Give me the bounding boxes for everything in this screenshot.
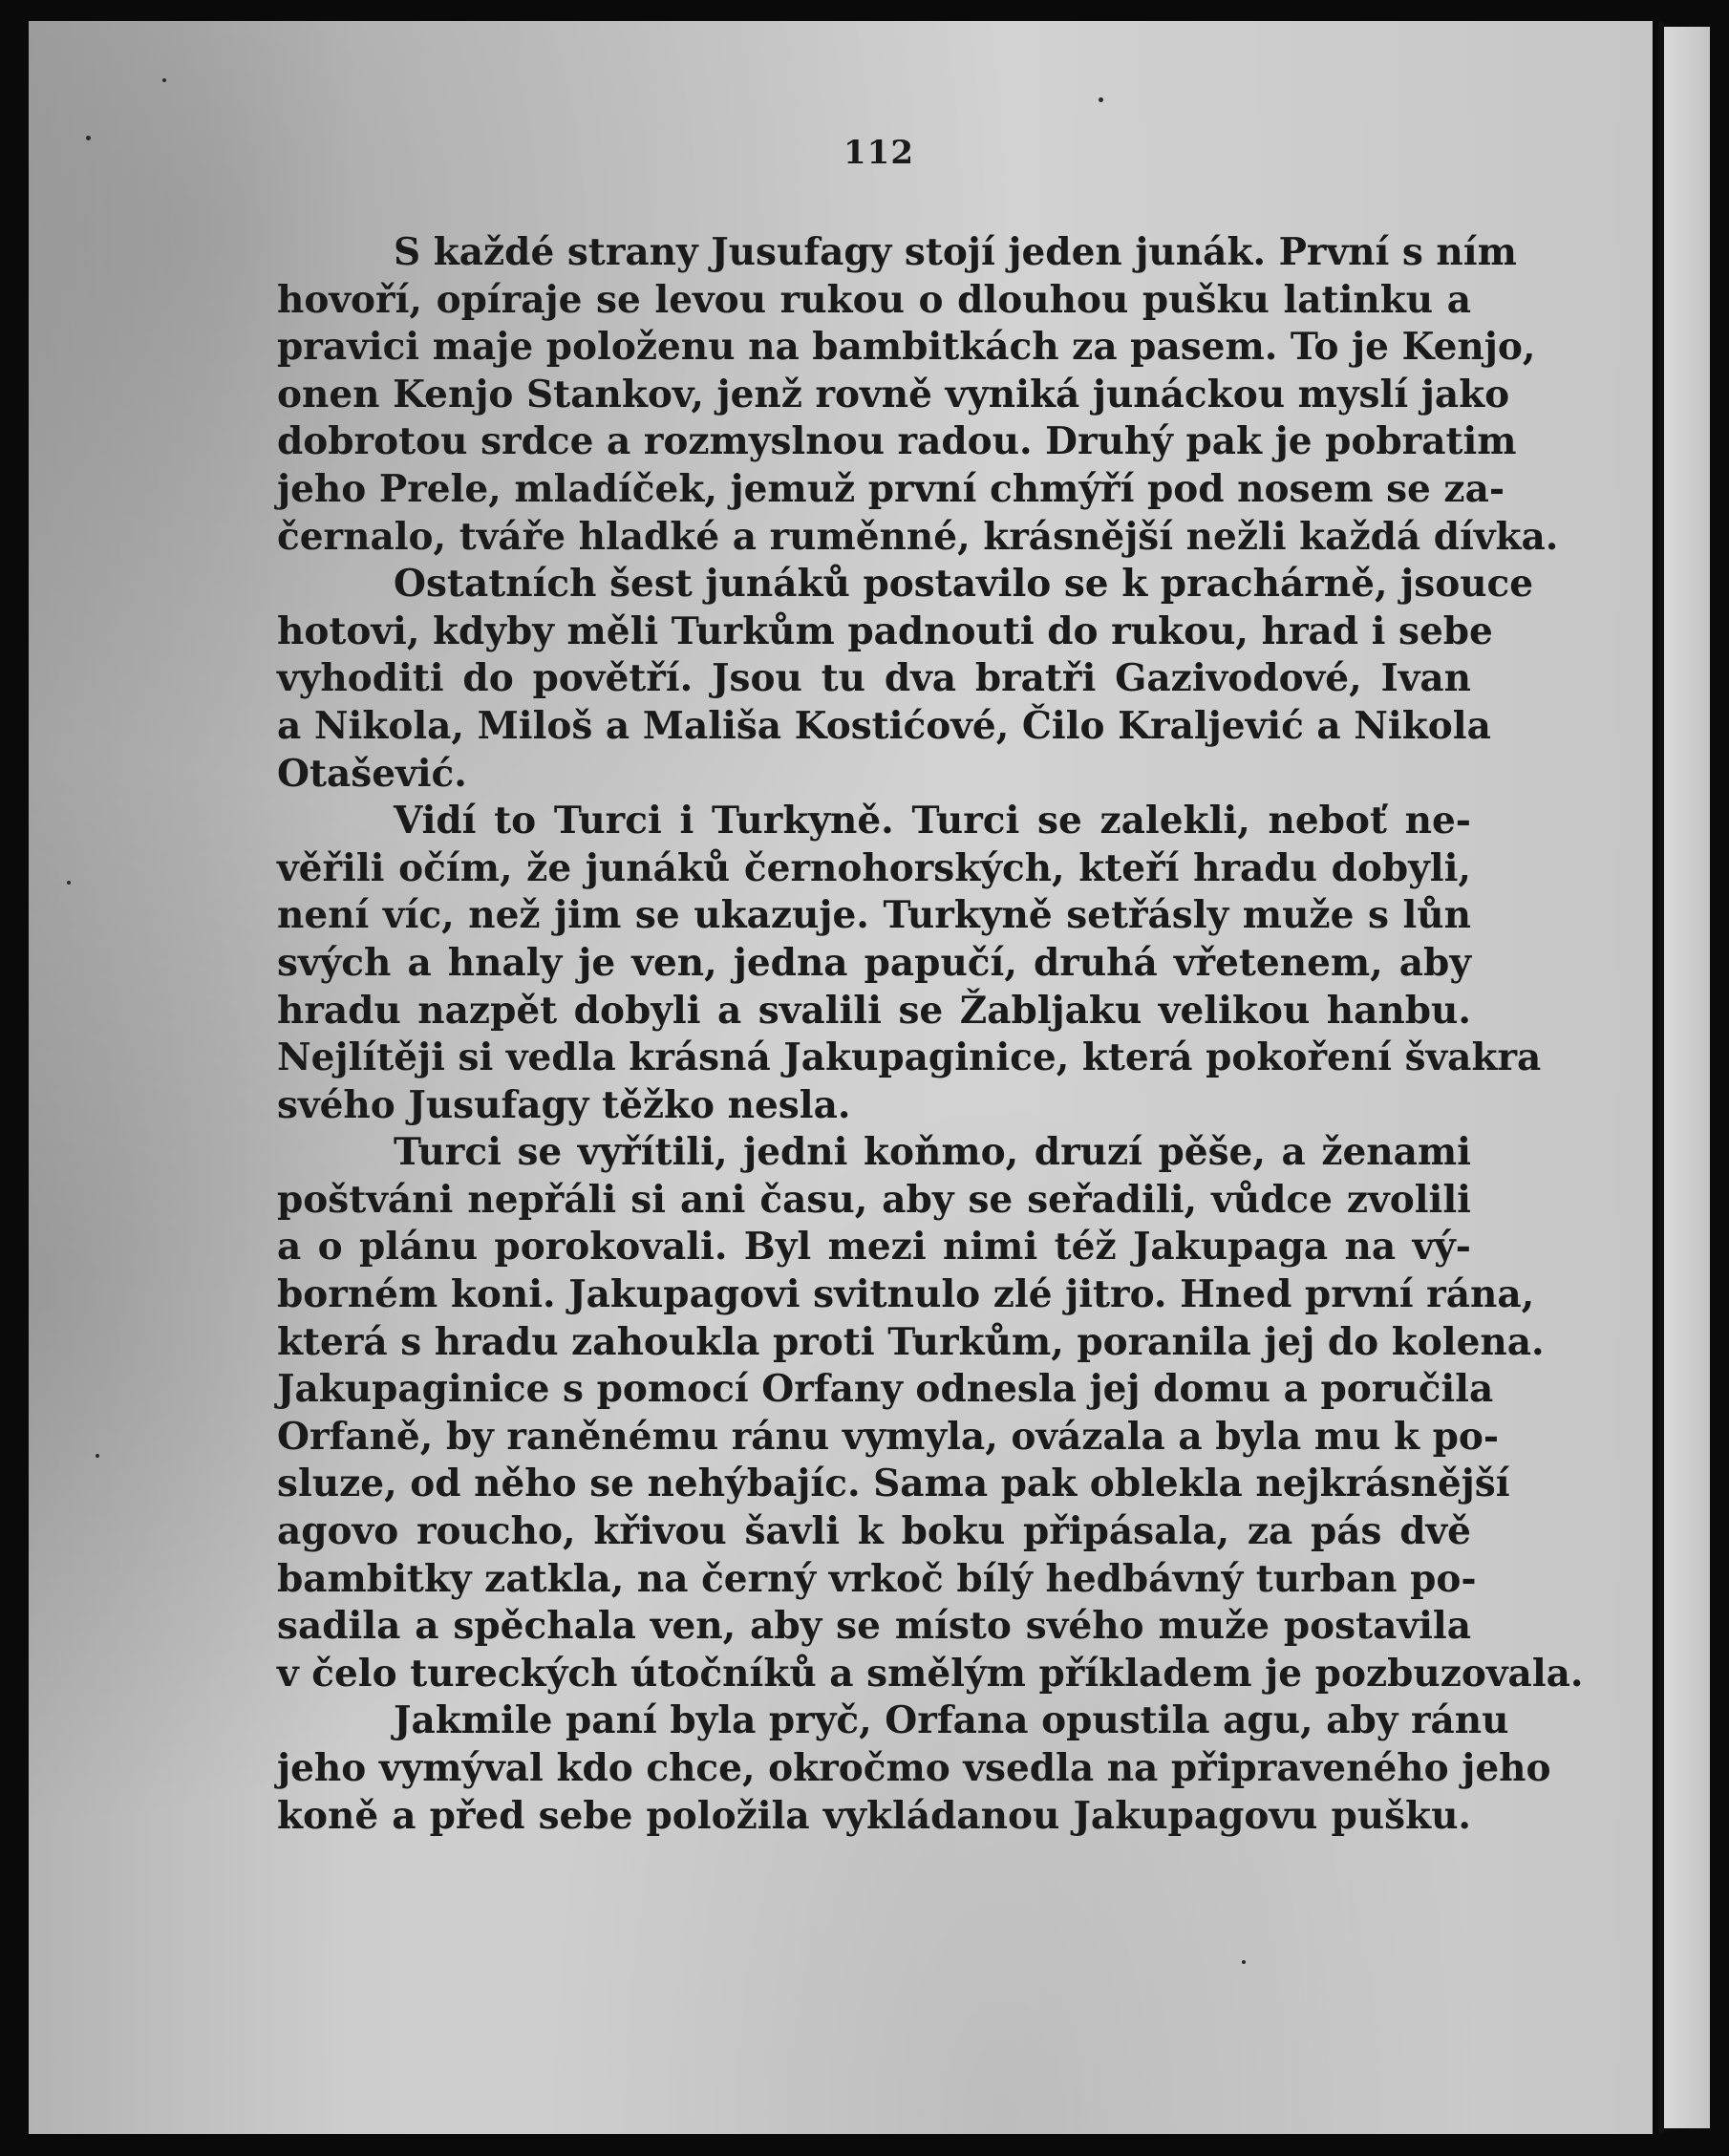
text-line: sadila a spěchala ven, aby se místo svého muže postavila — [277, 1604, 1471, 1649]
text-line: koně a před sebe položila vykládanou Jakupagovu pušku. — [277, 1793, 1471, 1838]
text-line: není víc, než jim se ukazuje. Turkyně setřásly muže s lůn — [277, 893, 1471, 938]
text-line: která s hradu zahoukla proti Turkům, poranila jej do kolena. — [277, 1319, 1545, 1364]
speck — [162, 78, 166, 82]
text-line: poštváni nepřáli si ani času, aby se seřadili, vůdce zvolili — [277, 1177, 1471, 1222]
text-line: vyhoditi do povětří. Jsou tu dva bratři Gazivodové, Ivan — [277, 656, 1471, 701]
text-line: hovoří, opíraje se levou rukou o dlouhou pušku latinku a — [277, 277, 1471, 322]
speck — [86, 136, 91, 140]
body-text — [277, 229, 1584, 1840]
text-line: dobrotou srdce a rozmyslnou radou. Druhý pak je pobratim — [277, 419, 1517, 464]
text-line: Jakmile paní byla pryč, Orfana opustila agu, aby ránu — [394, 1698, 1509, 1743]
adjacent-page-strip — [1664, 27, 1710, 2128]
text-line: a Nikola, Miloš a Mališa Kostićové, Čilo Kraljević a Nikola — [277, 703, 1491, 748]
speck — [1242, 1960, 1246, 1964]
text-line: svého Jusufagy těžko nesla. — [277, 1082, 851, 1127]
text-line: Orfaně, by raněnému ránu vymyla, ovázala a byla mu k po- — [277, 1414, 1500, 1459]
page-number: 112 — [843, 134, 914, 172]
text-line: Vidí to Turci i Turkyně. Turci se zalekli, neboť ne- — [394, 799, 1471, 843]
text-line: jeho vymýval kdo chce, okročmo vsedla na připraveného jeho — [277, 1746, 1551, 1790]
text-line: v čelo tureckých útočníků a smělým příkladem je pozbuzovala. — [277, 1651, 1584, 1696]
text-line: Turci se vyřítili, jedni koňmo, druzí pěše, a ženami — [394, 1130, 1471, 1175]
text-line: bambitky zatkla, na černý vrkoč bílý hedbávný turban po- — [277, 1556, 1477, 1601]
text-line: černalo, tváře hladké a ruměnné, krásnější nežli každá dívka. — [277, 514, 1559, 559]
text-line: hradu nazpět dobyli a svalili se Žabljaku velikou hanbu. — [277, 988, 1471, 1033]
speck — [67, 881, 71, 885]
text-line: onen Kenjo Stankov, jenž rovně vyniká junáckou myslí jako — [277, 372, 1510, 416]
text-line: jeho Prele, mladíček, jemuž první chmýří pod nosem se za- — [277, 466, 1505, 511]
text-line: agovo roucho, křivou šavli k boku připásala, za pás dvě — [277, 1509, 1471, 1554]
text-line: borném koni. Jakupagovi svitnulo zlé jitro. Hned první rána, — [277, 1272, 1535, 1317]
text-line: Otašević. — [277, 751, 467, 796]
text-line: Nejlítěji si vedla krásná Jakupaginice, která pokoření švakra — [277, 1035, 1542, 1080]
text-line: hotovi, kdyby měli Turkům padnouti do rukou, hrad i sebe — [277, 608, 1493, 653]
text-line: věřili očím, že junáků černohorských, kteří hradu dobyli, — [277, 845, 1471, 890]
speck — [1099, 97, 1103, 102]
text-line: Jakupaginice s pomocí Orfany odnesla jej domu a poručila — [277, 1367, 1494, 1412]
speck — [96, 1454, 99, 1458]
text-line: pravici maje položenu na bambitkách za pasem. To je Kenjo, — [277, 325, 1536, 370]
text-line: S každé strany Jusufagy stojí jeden junák. První s ním — [394, 230, 1517, 274]
text-line: a o plánu porokovali. Byl mezi nimi též Jakupaga na vý- — [277, 1225, 1471, 1270]
text-line: svých a hnaly je ven, jedna papučí, druhá vřetenem, aby — [277, 940, 1471, 985]
text-line: sluze, od něho se nehýbajíc. Sama pak oblekla nejkrásnější — [277, 1462, 1510, 1506]
text-line: Ostatních šest junáků postavilo se k prachárně, jsouce — [394, 562, 1534, 607]
